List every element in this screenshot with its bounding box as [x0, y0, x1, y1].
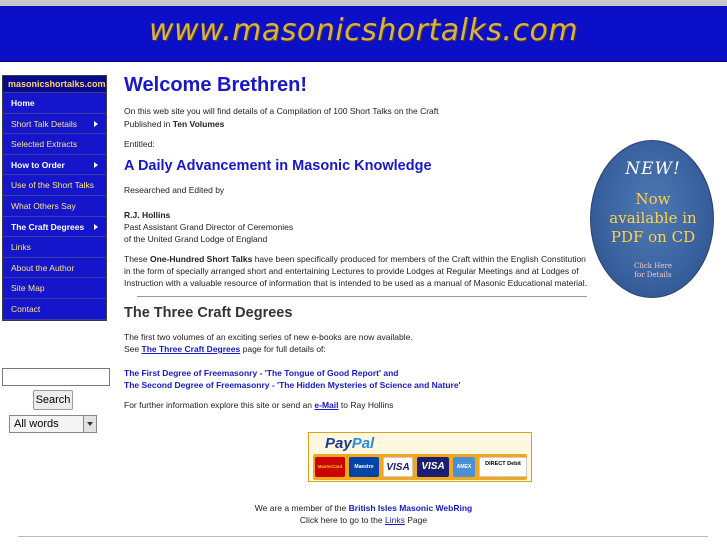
paypal-logo-light: Pal — [351, 435, 375, 452]
sidebar-item-label: What Others Say — [11, 200, 76, 211]
description-prefix: These — [124, 254, 148, 264]
further-info — [124, 399, 393, 411]
degrees-line-2 — [124, 343, 326, 355]
search-mode-value: All words — [14, 418, 59, 430]
links-prefix: Click here to go to the — [299, 515, 383, 525]
sidebar-item-links[interactable] — [3, 237, 106, 258]
webring-line — [0, 503, 727, 513]
nav-header: masonicshortalks.com — [3, 76, 106, 93]
sidebar-item-label: About the Author — [11, 262, 75, 273]
promo-new: NEW! — [625, 159, 681, 179]
degrees-line-2-prefix: See — [124, 344, 140, 354]
author-role-1: Past Assistant Grand Director of Ceremonies — [124, 222, 294, 232]
sidebar-item-what-others-say[interactable] — [3, 196, 106, 217]
search-mode-select[interactable] — [9, 415, 97, 433]
intro-line-2-bold: Ten Volumes — [172, 119, 225, 129]
author-name: R.J. Hollins — [124, 210, 171, 220]
site-banner — [0, 6, 727, 62]
paypal-logo — [325, 435, 374, 452]
promo-line-1: Now — [635, 190, 671, 208]
chevron-right-icon — [94, 162, 98, 168]
chevron-down-icon[interactable] — [83, 416, 96, 432]
sidebar-item-home[interactable] — [3, 93, 106, 114]
page-title: Welcome Brethren! — [124, 74, 308, 96]
three-craft-degrees-link[interactable]: The Three Craft Degrees — [141, 344, 241, 354]
maestro-icon: Maestro — [349, 457, 379, 477]
promo-click — [605, 262, 701, 280]
sidebar-item-label: Selected Extracts — [11, 139, 78, 150]
promo-line-2: available in — [609, 209, 697, 227]
first-degree-text: The First Degree of Freemasonry - 'The Tongue of Good Report' and — [124, 368, 399, 378]
sidebar-item-label: How to Order — [11, 159, 65, 170]
promo-click-2: for Details — [634, 271, 672, 279]
promo-text — [599, 190, 707, 247]
degrees-line-2-suffix: page for full details of: — [242, 344, 326, 354]
researched-label: Researched and Edited by — [124, 185, 225, 195]
sidebar-item-label: Links — [11, 242, 31, 253]
direct-debit-icon: DIRECT Debit — [479, 457, 527, 477]
promo-click-1: Click Here — [634, 262, 672, 270]
webring-prefix: We are a member of the — [254, 503, 347, 513]
sidebar-item-short-talk-details[interactable] — [3, 114, 106, 135]
webring-link[interactable]: British Isles Masonic WebRing — [348, 503, 473, 513]
visa-electron-icon: VISA — [417, 457, 449, 477]
sidebar-item-label: Use of the Short Talks — [11, 180, 94, 191]
further-info-prefix: For further information explore this site or send an — [124, 400, 313, 410]
sidebar-item-about-the-author[interactable] — [3, 258, 106, 279]
email-link[interactable]: e-Mail — [314, 400, 339, 410]
degrees-heading: The Three Craft Degrees — [124, 305, 293, 321]
second-degree-text: The Second Degree of Freemasonry - 'The Hidden Mysteries of Science and Nature' — [124, 380, 461, 390]
search-input[interactable] — [2, 368, 110, 386]
sidebar-item-the-craft-degrees[interactable] — [3, 217, 106, 238]
mastercard-icon: MasterCard — [315, 457, 345, 477]
sidebar-item-site-map[interactable] — [3, 278, 106, 299]
further-info-suffix: to Ray Hollins — [340, 400, 394, 410]
pdf-cd-promo-badge[interactable] — [590, 140, 714, 298]
footer-divider — [18, 536, 708, 537]
entitled-label: Entitled: — [124, 139, 155, 149]
intro-line-2 — [124, 118, 224, 130]
visa-icon: VISA — [383, 457, 413, 477]
chevron-right-icon — [94, 224, 98, 230]
sidebar-item-selected-extracts[interactable] — [3, 134, 106, 155]
paypal-badge[interactable] — [308, 432, 532, 482]
description-rest: have been specifically produced for members of the Craft within the English Constitution in the form of specially arranged short and entertaining Lectures to provide Lodges at Regular Meetings and at Lodges of Instruction with a valuable resource of information that is intended to be used as a manual of Masonic Educational material. — [124, 254, 588, 288]
amex-icon: AMEX — [453, 457, 475, 477]
banner-title: www.masonicshortalks.com — [148, 13, 579, 48]
sidebar-item-label: Site Map — [11, 283, 45, 294]
nav-items — [3, 93, 106, 320]
degrees-line-1: The first two volumes of an exciting series of new e-books are now available. — [124, 332, 413, 342]
sidebar-item-label: Contact — [11, 303, 41, 314]
chevron-right-icon — [94, 121, 98, 127]
book-title: A Daily Advancement in Masonic Knowledge — [124, 158, 432, 174]
links-page-link[interactable]: Links — [384, 515, 405, 525]
sidebar-nav — [2, 75, 107, 321]
sidebar-item-label: Short Talk Details — [11, 118, 77, 129]
links-suffix: Page — [407, 515, 428, 525]
author-role-2: of the United Grand Lodge of England — [124, 234, 268, 244]
description — [124, 253, 590, 289]
divider — [137, 296, 587, 297]
description-bold: One-Hundred Short Talks — [150, 254, 253, 264]
links-line — [0, 515, 727, 525]
sidebar-item-label: The Craft Degrees — [11, 221, 85, 232]
sidebar-item-how-to-order[interactable] — [3, 155, 106, 176]
sidebar-item-contact[interactable] — [3, 299, 106, 320]
intro-line-2-prefix: Published in — [124, 119, 171, 129]
paypal-logo-dark: Pay — [325, 435, 352, 452]
search-button[interactable]: Search — [33, 390, 73, 410]
promo-line-3: PDF on CD — [610, 228, 696, 246]
sidebar-item-use-of-the-short-talks[interactable] — [3, 175, 106, 196]
intro-line-1: On this web site you will find details of a Compilation of 100 Short Talks on the Craft — [124, 106, 439, 116]
sidebar-item-label: Home — [11, 98, 35, 108]
